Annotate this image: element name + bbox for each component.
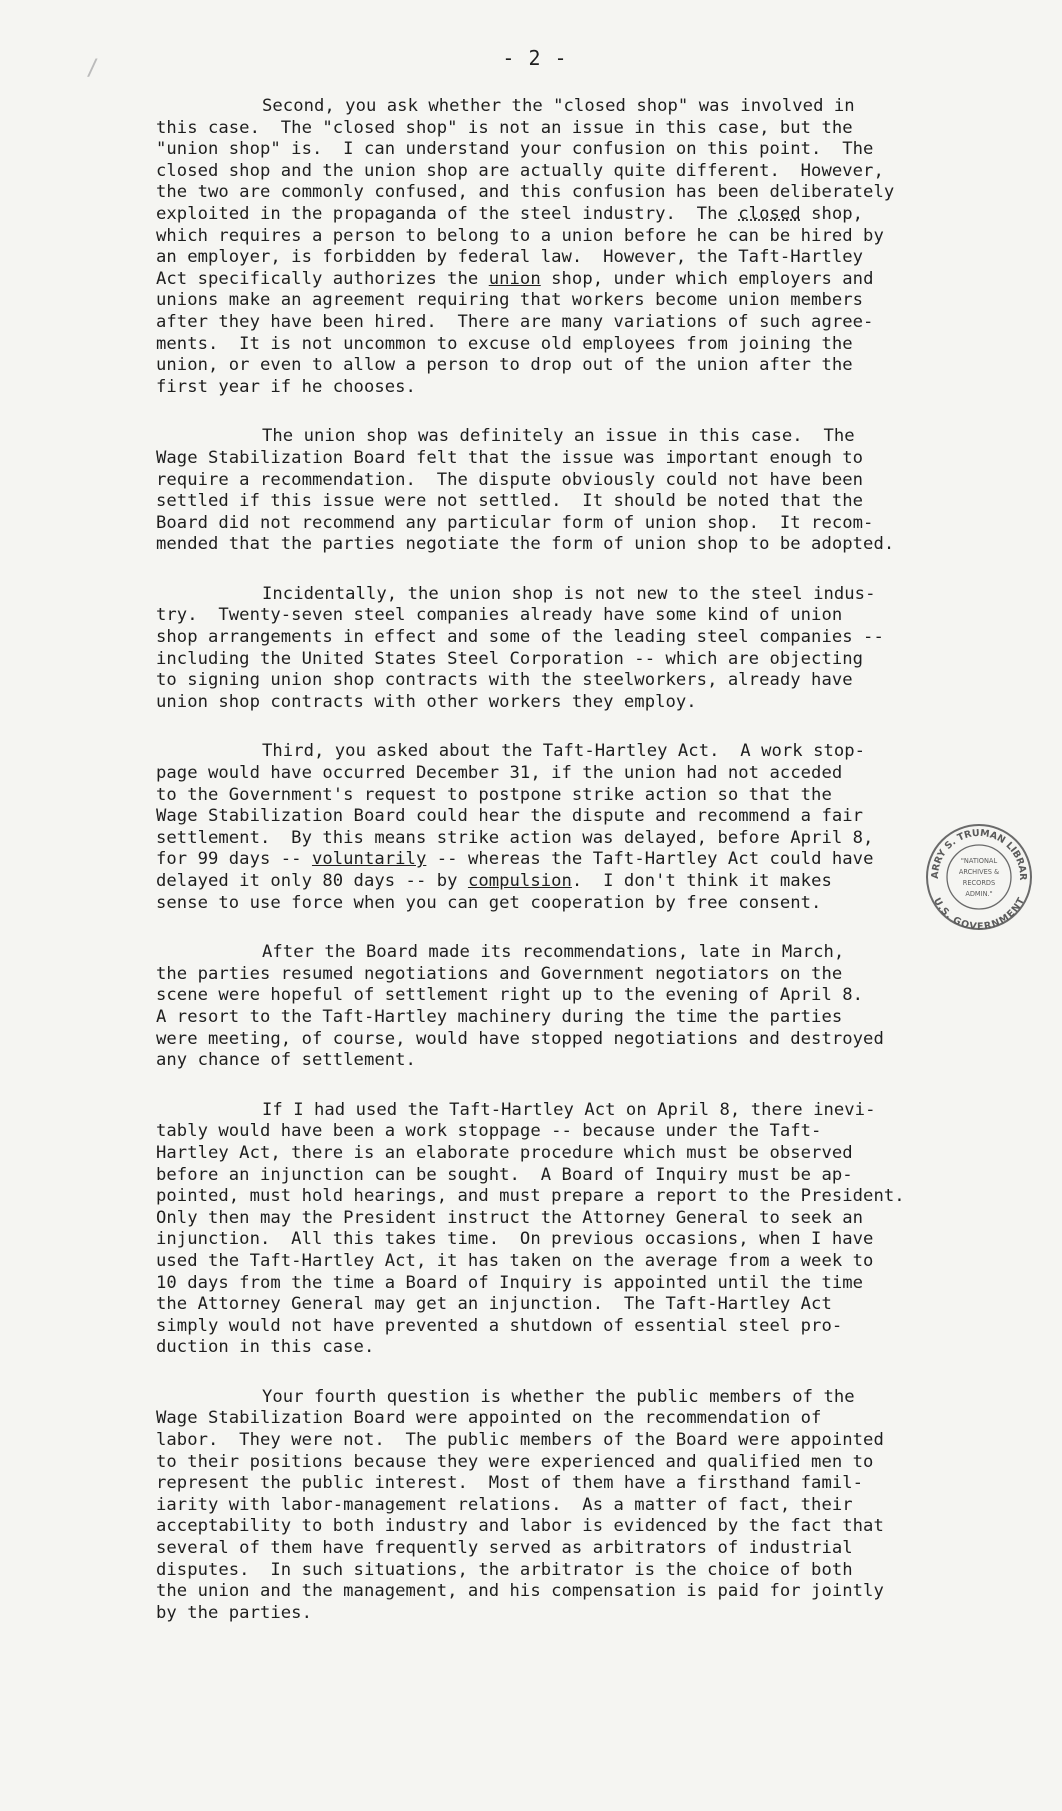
paragraph-union-shop-issue (156, 426, 916, 556)
text-line: this case. The "closed shop" is not an issue in this case, but the (156, 117, 853, 138)
paragraph-negotiations (156, 942, 916, 1072)
stamp-center-line: RECORDS (962, 879, 996, 887)
text-fragment: for 99 days -- (156, 849, 312, 870)
text-line: shop arrangements in effect and some of the leading steel companies -- (156, 627, 884, 648)
stamp-inner-ring (947, 845, 1011, 909)
text-line: by the parties. (156, 1602, 312, 1623)
text-line: If I had used the Taft-Hartley Act on April 8, there inevi- (262, 1099, 876, 1120)
text-line: the two are commonly confused, and this confusion has been deliberately (156, 182, 895, 203)
text-line: Hartley Act, there is an elaborate procedure which must be observed (156, 1142, 853, 1163)
text-line: settlement. By this means strike action was delayed, before April 8, (156, 827, 874, 848)
stamp-center-line: ARCHIVES & (958, 868, 1000, 876)
text-line: disputes. In such situations, the arbitrator is the choice of both (156, 1559, 853, 1580)
stamp-center-line: "NATIONAL (960, 857, 998, 865)
archive-stamp-seal (924, 822, 1034, 932)
text-fragment: Act specifically authorizes the (156, 268, 489, 289)
stamp-bottom-text: U.S. GOVERNMENT (930, 896, 1028, 932)
text-line: union shop contracts with other workers they employ. (156, 691, 697, 712)
text-line: labor. They were not. The public members of the Board were appointed (156, 1430, 884, 1451)
text-line: the parties resumed negotiations and Government negotiators on the (156, 963, 843, 984)
text-line: Wage Stabilization Board felt that the issue was important enough to (156, 447, 864, 468)
text-line: closed shop and the union shop are actually quite different. However, (156, 160, 884, 181)
text-line: to their positions because they were experienced and qualified men to (156, 1451, 874, 1472)
page-number: - 2 - (502, 46, 568, 70)
stray-pencil-mark: / (86, 56, 100, 81)
text-fragment: delayed it only 80 days -- by (156, 871, 468, 891)
paragraph-steel-industry (156, 584, 916, 714)
letter-body (156, 96, 916, 1652)
text-line: Incidentally, the union shop is not new to the steel indus- (262, 583, 876, 604)
text-line (156, 269, 916, 291)
text-line: duction in this case. (156, 1337, 375, 1358)
text-line: to signing union shop contracts with the steelworkers, already have (156, 670, 853, 691)
stamp-center-line: ADMIN." (965, 890, 993, 898)
paragraph-public-members (156, 1387, 916, 1625)
text-line: tably would have been a work stoppage -- because under the Taft- (156, 1121, 822, 1142)
underlined-closed: closed (738, 203, 801, 224)
text-line: A resort to the Taft-Hartley machinery during the time the parties (156, 1006, 843, 1027)
text-line: after they have been hired. There are many variations of such agree- (156, 311, 874, 332)
text-line: several of them have frequently served as arbitrators of industrial (156, 1538, 853, 1559)
text-line: including the United States Steel Corporation -- which are objecting (156, 648, 864, 669)
text-line: mended that the parties negotiate the form of union shop to be adopted. (156, 534, 895, 555)
text-line: The union shop was definitely an issue in this case. The (262, 426, 855, 447)
text-line: the Attorney General may get an injunction. The Taft-Hartley Act (156, 1294, 832, 1315)
paragraph-injunction-procedure (156, 1100, 916, 1359)
text-line: Wage Stabilization Board could hear the dispute and recommend a fair (156, 806, 864, 827)
text-line: acceptability to both industry and labor is evidenced by the fact that (156, 1516, 884, 1537)
text-line: Only then may the President instruct the Attorney General to seek an (156, 1207, 864, 1228)
text-fragment: -- whereas the Taft-Hartley Act could have (426, 849, 874, 870)
text-line: ments. It is not uncommon to excuse old employees from joining the (156, 333, 853, 354)
text-fragment: shop, under which employers and (540, 268, 874, 289)
text-line: Third, you asked about the Taft-Hartley Act. A work stop- (262, 741, 866, 762)
paragraph-taft-hartley (156, 741, 916, 914)
text-line: 10 days from the time a Board of Inquiry is appointed until the time (156, 1272, 864, 1293)
text-line: simply would not have prevented a shutdown of essential steel pro- (156, 1315, 843, 1336)
text-line: before an injunction can be sought. A Board of Inquiry must be ap- (156, 1164, 853, 1185)
text-line: scene were hopeful of settlement right up to the evening of April 8. (156, 985, 864, 1006)
text-fragment: . I don't think it makes (571, 871, 832, 891)
text-line: "union shop" is. I can understand your confusion on this point. The (156, 139, 874, 160)
text-line: Board did not recommend any particular form of union shop. It recom- (156, 512, 874, 533)
text-line: first year if he chooses. (156, 376, 416, 397)
underlined-union: union (488, 268, 541, 289)
text-line: Second, you ask whether the "closed shop" was involved in (262, 96, 855, 116)
text-line: sense to use force when you can get cooperation by free consent. (156, 892, 822, 913)
underlined-compulsion: compulsion (467, 871, 572, 891)
text-line: injunction. All this takes time. On previous occasions, when I have (156, 1229, 874, 1250)
text-line: try. Twenty-seven steel companies already have some kind of union (156, 605, 843, 626)
text-line: the union and the management, and his compensation is paid for jointly (156, 1581, 884, 1602)
text-fragment: shop, (800, 203, 864, 224)
text-line: After the Board made its recommendations, late in March, (262, 942, 845, 963)
text-line: settled if this issue were not settled. It should be noted that the (156, 491, 864, 512)
text-line: were meeting, of course, would have stopped negotiations and destroyed (156, 1028, 884, 1049)
text-line: which requires a person to belong to a union before he can be hired by (156, 225, 884, 246)
text-fragment: exploited in the propaganda of the steel industry. The (156, 203, 739, 224)
text-line: pointed, must hold hearings, and must prepare a report to the President. (156, 1186, 905, 1207)
text-line: represent the public interest. Most of them have a firsthand famil- (156, 1473, 864, 1494)
text-line: Your fourth question is whether the public members of the (262, 1386, 855, 1407)
text-line: unions make an agreement requiring that workers become union members (156, 290, 864, 311)
text-line: Wage Stabilization Board were appointed on the recommendation of (156, 1408, 822, 1429)
text-line (156, 871, 916, 893)
text-line: used the Taft-Hartley Act, it has taken on the average from a week to (156, 1250, 874, 1271)
archive-stamp (924, 822, 1034, 932)
text-line: any chance of settlement. (156, 1050, 416, 1071)
text-line (156, 849, 916, 871)
underlined-voluntarily: voluntarily (311, 849, 427, 870)
text-line: iarity with labor-management relations. As a matter of fact, their (156, 1494, 853, 1515)
text-line (156, 204, 916, 226)
text-line: require a recommendation. The dispute obviously could not have been (156, 469, 864, 490)
text-line: to the Government's request to postpone strike action so that the (156, 784, 832, 805)
stamp-top-text: ARRY S. TRUMAN LIBRAR (929, 827, 1029, 880)
text-line: union, or even to allow a person to drop out of the union after the (156, 355, 853, 376)
paragraph-closed-shop (156, 96, 916, 398)
text-line: page would have occurred December 31, if the union had not acceded (156, 763, 843, 784)
text-line: an employer, is forbidden by federal law. However, the Taft-Hartley (156, 247, 864, 268)
